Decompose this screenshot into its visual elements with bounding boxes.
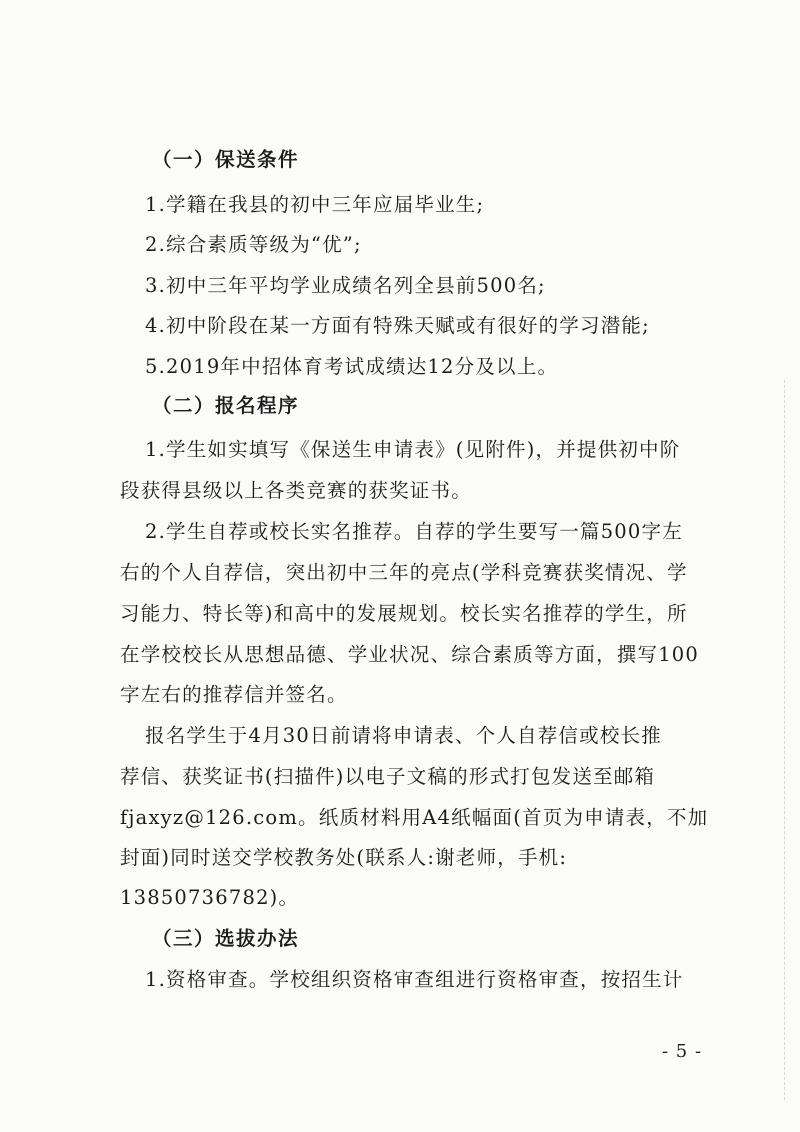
procedure-paragraph-3-line-5: 13850736782)。 bbox=[120, 886, 300, 909]
section-heading-selection-method: （三）选拔办法 bbox=[152, 927, 300, 950]
procedure-paragraph-1-line-1: 1.学生如实填写《保送生申请表》(见附件)，并提供初中阶 bbox=[145, 438, 681, 461]
procedure-paragraph-2-line-1: 2.学生自荐或校长实名推荐。自荐的学生要写一篇500字左 bbox=[145, 520, 683, 543]
condition-item-1: 1.学籍在我县的初中三年应届毕业生; bbox=[145, 193, 485, 216]
scan-edge-artifact bbox=[784, 380, 786, 1100]
procedure-paragraph-1-line-2: 段获得县级以上各类竞赛的获奖证书。 bbox=[120, 479, 472, 502]
procedure-paragraph-3-line-2: 荐信、获奖证书(扫描件)以电子文稿的形式打包发送至邮箱 bbox=[120, 765, 656, 788]
procedure-paragraph-2-line-3: 习能力、特长等)和高中的发展规划。校长实名推荐的学生，所 bbox=[120, 602, 688, 625]
condition-item-5: 5.2019年中招体育考试成绩达12分及以上。 bbox=[145, 355, 559, 378]
procedure-paragraph-2-line-4: 在学校校长从思想品德、学业状况、综合素质等方面，撰写100 bbox=[120, 643, 700, 666]
condition-item-3: 3.初中三年平均学业成绩名列全县前500名; bbox=[145, 274, 546, 297]
procedure-paragraph-3-line-1: 报名学生于4月30日前请将申请表、个人自荐信或校长推 bbox=[145, 724, 662, 747]
section-heading-admission-conditions: （一）保送条件 bbox=[152, 148, 300, 171]
condition-item-4: 4.初中阶段在某一方面有特殊天赋或有很好的学习潜能; bbox=[145, 314, 650, 337]
page-number: - 5 - bbox=[662, 1041, 703, 1062]
section-heading-registration-procedure: （二）报名程序 bbox=[152, 394, 300, 417]
condition-item-2: 2.综合素质等级为“优”; bbox=[145, 233, 362, 256]
procedure-paragraph-2-line-5: 字左右的推荐信并签名。 bbox=[120, 683, 348, 706]
procedure-paragraph-3-line-4: 封面)同时送交学校教务处(联系人:谢老师，手机: bbox=[120, 846, 568, 869]
selection-item-1: 1.资格审查。学校组织资格审查组进行资格审查，按招生计 bbox=[145, 968, 684, 991]
procedure-paragraph-3-line-3: fjaxyz@126.com。纸质材料用A4纸幅面(首页为申请表，不加 bbox=[120, 806, 709, 829]
procedure-paragraph-2-line-2: 右的个人自荐信，突出初中三年的亮点(学科竞赛获奖情况、学 bbox=[120, 561, 688, 584]
